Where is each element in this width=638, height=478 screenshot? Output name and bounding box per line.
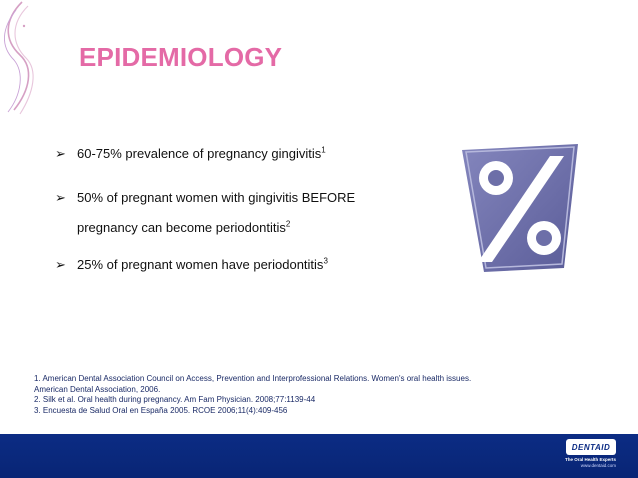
reference-2: 2. Silk et al. Oral health during pregnancy. Am Fam Physician. 2008;77:1139-44 — [34, 395, 316, 404]
list-item — [55, 256, 328, 277]
reference-mark: 1 — [321, 145, 326, 155]
bullet-text-line2: pregnancy can become periodontitis — [77, 220, 286, 235]
bullet-text-line1: 50% of pregnant women with gingivitis BEFORE — [77, 190, 356, 205]
reference-1a: 1. American Dental Association Council on Access, Prevention and Interprofessional Relations. Women's oral health issues. — [34, 374, 472, 383]
dentaid-logo: DENTAID — [566, 439, 616, 455]
page-title: EPIDEMIOLOGY — [79, 42, 283, 72]
reference-1b: American Dental Association, 2006. — [34, 384, 161, 394]
decorative-swirl-icon — [0, 0, 60, 120]
footer-bar — [0, 434, 638, 478]
bullet-text: 25% of pregnant women have periodontitis — [77, 257, 324, 272]
arrow-bullet-icon: ➢ — [55, 190, 66, 205]
reference-mark: 3 — [323, 256, 328, 266]
list-item — [55, 189, 355, 246]
arrow-bullet-icon: ➢ — [55, 257, 66, 272]
list-item — [55, 145, 326, 166]
website-link[interactable]: www.dentaid.com — [580, 463, 616, 468]
arrow-bullet-icon: ➢ — [55, 146, 66, 161]
reference-mark: 2 — [285, 219, 291, 229]
references — [34, 374, 594, 416]
tagline: The Oral Health Experts — [564, 457, 616, 462]
reference-3: 3. Encuesta de Salud Oral en España 2005. RCOE 2006;11(4):409-456 — [34, 405, 288, 415]
percent-shield-icon — [462, 142, 582, 274]
bullet-text: 60-75% prevalence of pregnancy gingivitis — [77, 146, 322, 161]
